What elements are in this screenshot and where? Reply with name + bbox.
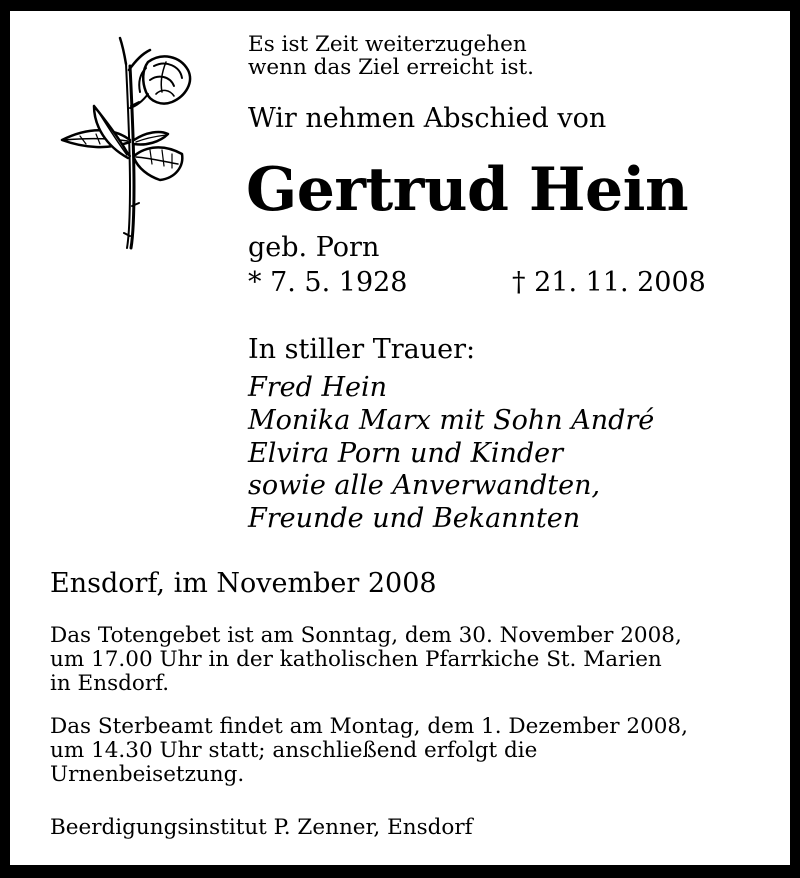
mourner: Monika Marx mit Sohn André [248,404,655,436]
requiem-line: Das Sterbeamt findet am Montag, dem 1. Dezember 2008, [50,714,688,739]
deceased-name: Gertrud Hein [246,155,689,225]
maiden-name: geb. Porn [248,232,380,263]
prayer-line: um 17.00 Uhr in der katholischen Pfarrkiche St. Marien [50,647,662,672]
mourning-heading: In stiller Trauer: [248,334,476,365]
mourner: Freunde und Bekannten [248,503,581,535]
motto-line: wenn das Ziel erreicht ist. [248,55,534,80]
mourners-list [248,372,654,536]
death-date: † 21. 11. 2008 [512,267,706,298]
birth-date: * 7. 5. 1928 [248,267,408,298]
prayer-info [50,624,682,696]
requiem-info [50,715,688,787]
prayer-line: Das Totengebet ist am Sonntag, dem 30. November 2008, [50,623,682,648]
place-date: Ensdorf, im November 2008 [50,568,437,599]
requiem-line: Urnenbeisetzung. [50,762,245,787]
undertaker: Beerdigungsinstitut P. Zenner, Ensdorf [50,815,473,840]
mourner: Elvira Porn und Kinder [248,437,564,469]
motto [248,33,534,79]
requiem-line: um 14.30 Uhr statt; anschließend erfolgt die [50,738,538,763]
prayer-line: in Ensdorf. [50,671,170,696]
rose-icon [50,36,200,254]
farewell-line: Wir nehmen Abschied von [248,103,607,134]
motto-line: Es ist Zeit weiterzugehen [248,32,527,57]
mourner: Fred Hein [248,372,388,403]
mourner: sowie alle Anverwandten, [248,470,601,502]
